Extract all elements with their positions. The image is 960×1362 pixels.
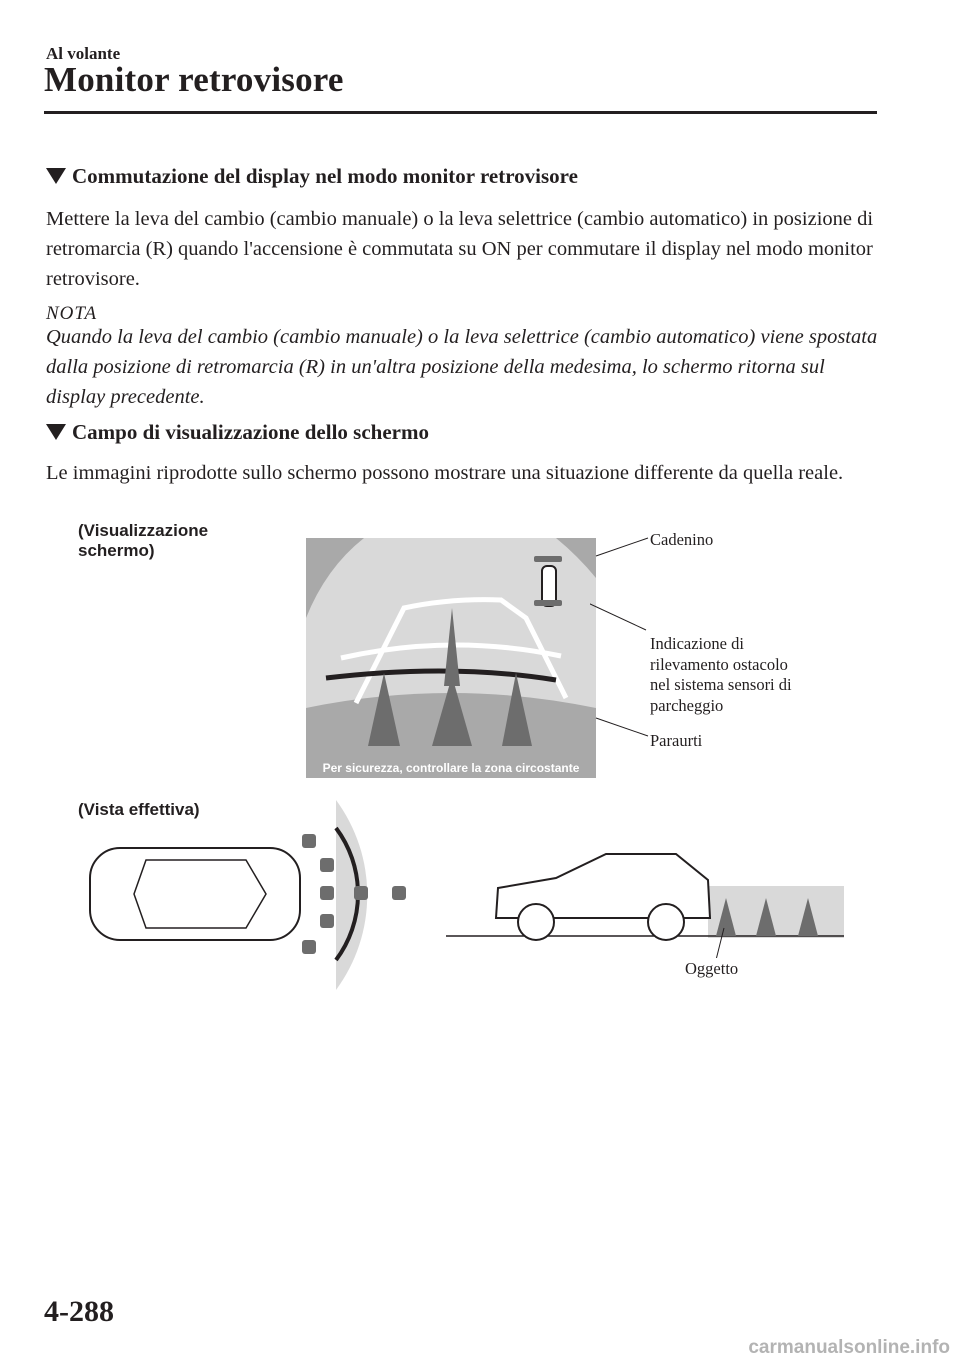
top-view-diagram: [86, 800, 416, 990]
watermark: carmanualsonline.info: [748, 1337, 950, 1358]
page-title: Monitor retrovisore: [44, 60, 344, 99]
screen-caption: [78, 521, 208, 561]
label-oggetto: Oggetto: [685, 959, 739, 978]
leader-paraurti: [596, 718, 648, 736]
section-heading-field-of-view: [46, 420, 429, 445]
label-line: nel sistema sensori di: [650, 675, 792, 694]
side-view-diagram: [446, 848, 846, 958]
label-obstacle-indicator: [650, 634, 792, 716]
section-body-display-switch: Mettere la leva del cambio (cambio manuale) o la leva selettrice (cambio automatico) in posizione di retromarcia (R) quando l'accensione è commutata su ON per commutare il display nel modo monitor retrovisore.: [46, 208, 874, 290]
heading-text: Commutazione del display nel modo monitor retrovisore: [72, 164, 578, 188]
label-cadenino: Cadenino: [650, 530, 714, 549]
chapter-label: Al volante: [46, 44, 121, 63]
leader-cadenino: [596, 538, 648, 556]
car-top-view: [90, 848, 300, 940]
page-number: 4-288: [44, 1295, 114, 1328]
screen-caption-line2: schermo): [78, 541, 155, 560]
label-line: parcheggio: [650, 695, 724, 715]
title-rule: [44, 111, 877, 114]
screen-caption-line1: (Visualizzazione: [78, 521, 209, 540]
real-view-caption: (Vista effettiva): [78, 800, 200, 819]
car-side-view: [496, 854, 710, 940]
note-label: NOTA: [46, 303, 98, 324]
rear-camera-screen: [306, 538, 596, 778]
label-line: rilevamento ostacolo: [650, 654, 788, 674]
warning-banner: Per sicurezza, controllare la zona circostante: [322, 761, 580, 775]
label-paraurti: Paraurti: [650, 731, 703, 750]
heading-text: Campo di visualizzazione dello schermo: [72, 420, 429, 444]
section-body-field-of-view: Le immagini riprodotte sullo schermo possono mostrare una situazione differente da quella reale.: [46, 462, 844, 484]
triangle-bullet-icon: [46, 424, 66, 440]
label-line: Indicazione di: [650, 634, 744, 653]
triangle-bullet-icon: [46, 168, 66, 184]
note-text: Quando la leva del cambio (cambio manuale) o la leva selettrice (cambio automatico) viene spostata dalla posizione di retromarcia (R) in un'altra posizione della medesima, lo schermo ritorna sul display precedente.: [46, 326, 878, 408]
leader-lines: [590, 530, 670, 750]
leader-indicator: [590, 590, 646, 630]
section-heading-display-switch: [46, 164, 578, 189]
